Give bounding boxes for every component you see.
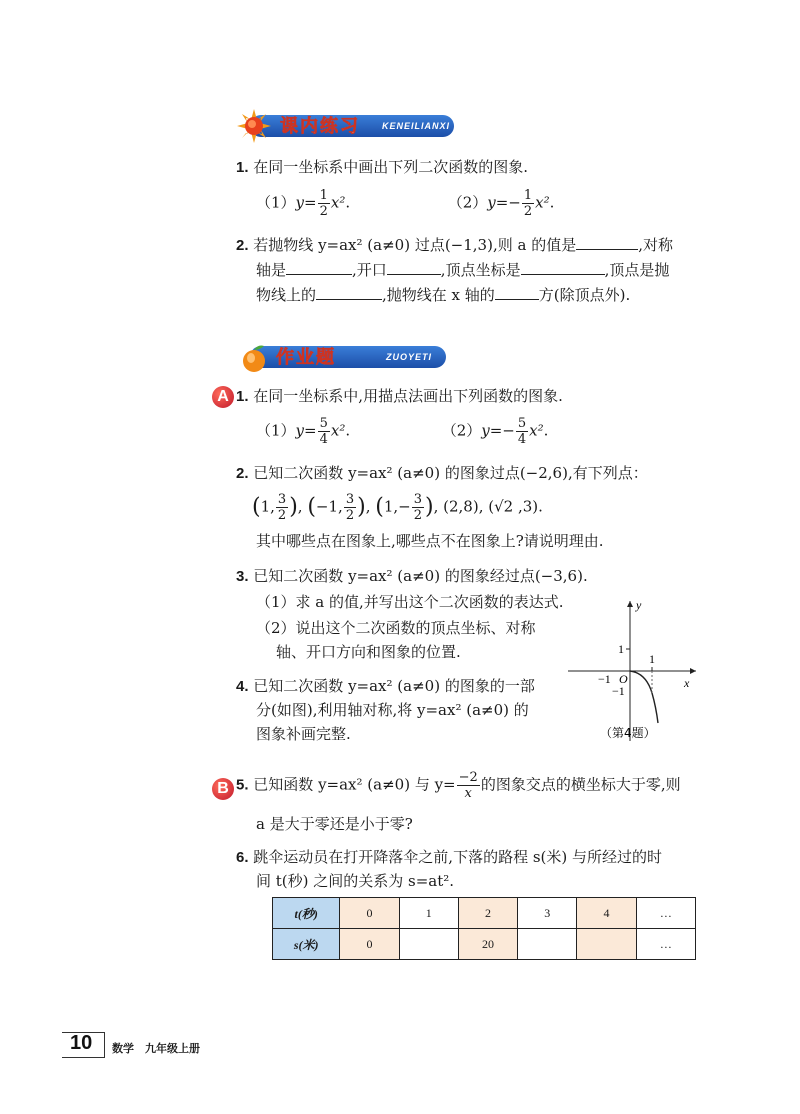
question-text: 已知二次函数 y=ax² (a≠0) 的图象过点(−2,6),有下列点：	[253, 464, 648, 482]
section-header-practice	[236, 108, 456, 144]
part-label: （2）	[447, 193, 488, 212]
question-text: 跳伞运动员在打开降落伞之前,下落的路程 s(米) 与所经过的时	[253, 848, 663, 866]
question-text: 轴、开口方向和图象的位置.	[276, 643, 461, 661]
s2-q3	[236, 566, 588, 587]
tick-minus-one-y: −1	[612, 684, 625, 698]
section-title: 课内练习	[280, 116, 360, 137]
question-text: 的图象交点的横坐标大于零,则	[480, 775, 681, 794]
book-title: 数学 九年级上册	[112, 1042, 200, 1055]
formula-lhs: y=	[295, 193, 317, 212]
formula-var: x²	[330, 193, 346, 212]
question-text: ,对称	[638, 236, 673, 254]
table-cell: 4	[577, 898, 636, 929]
point-text: , (2,8), (√2 ,3).	[433, 497, 543, 516]
question-text: 已知二次函数 y=ax² (a≠0) 的图象的一部	[253, 677, 535, 695]
parabola-curve	[630, 671, 658, 723]
s2-q3-s2	[256, 618, 536, 638]
table-cell: …	[636, 929, 695, 960]
section-title: 作业题	[276, 347, 336, 368]
answer-blank[interactable]	[576, 235, 638, 250]
table-cell-blank[interactable]	[577, 929, 636, 960]
question-text: ,顶点坐标是	[440, 261, 521, 279]
question-text: 其中哪些点在图象上,哪些点不在图象上?请说明理由.	[256, 532, 604, 550]
table-cell: 1	[399, 898, 458, 929]
section-subtitle: ZUOYETI	[386, 352, 433, 362]
answer-blank[interactable]	[521, 260, 605, 275]
fruit-icon	[238, 342, 270, 374]
table-cell: 2	[458, 898, 517, 929]
question-text: 在同一坐标系中,用描点法画出下列函数的图象.	[253, 387, 563, 405]
question-text: 已知二次函数 y=ax² (a≠0) 的图象经过点(−3,6).	[253, 567, 588, 585]
table-row	[273, 898, 696, 929]
table-cell: s(米)	[273, 929, 340, 960]
s2-q1-parts: （1）y= $\frac{5}{4}$ x². （2）y=− $\frac{5}{4}$ x².	[256, 416, 549, 447]
question-text: 若抛物线 y=ax² (a≠0) 过点(−1,3),则 a 的值是	[253, 236, 577, 254]
s1-q1	[236, 157, 528, 178]
s2-q2-points: (1, $\frac{3}{2}$ ), (−1, $\frac{3}{2}$ ), (1,− $\frac{3}{2}$ ), (2,8), (√2 ,3).	[252, 492, 543, 523]
table-cell: 3	[518, 898, 577, 929]
s1-q2-line1	[236, 235, 673, 256]
formula-var: x²	[529, 421, 544, 440]
question-number: 2.	[236, 237, 249, 254]
s1-q2-line2	[256, 260, 669, 280]
sun-icon	[236, 108, 272, 144]
section-subtitle: KENEILIANXI	[382, 121, 451, 131]
s2-q5-l2	[256, 814, 413, 834]
s2-q4-l2	[256, 700, 529, 720]
question-number: 1.	[236, 159, 249, 176]
s2-q2-line3	[256, 531, 604, 551]
figure-caption: （第4题）	[600, 726, 656, 740]
question-number: 5.	[236, 776, 249, 794]
point-text: 1,−	[383, 497, 411, 516]
question-number: 4.	[236, 678, 249, 695]
part-label: （2）	[441, 421, 482, 440]
fraction: $\frac{-2}{x}$	[458, 770, 478, 801]
question-text: 分(如图),利用轴对称,将 y=ax² (a≠0) 的	[256, 701, 529, 719]
s1-q1-parts: （1）y= $\frac{1}{2}$ x². （2）y=− $\frac{1}{2}$ x².	[256, 188, 555, 219]
question-text: 方(除顶点外).	[538, 286, 631, 304]
parabola-figure	[560, 595, 700, 745]
question-number: 3.	[236, 568, 249, 585]
s2-q2	[236, 463, 648, 484]
part-label: （1）	[256, 421, 296, 440]
formula-lhs: y=−	[481, 421, 515, 440]
s2-q3-s1	[256, 592, 564, 612]
question-text: 轴是	[256, 261, 287, 279]
fraction: $\frac{5}{4}$	[319, 416, 328, 447]
time-distance-table	[272, 897, 696, 960]
formula-lhs: y=	[295, 421, 317, 440]
level-b-badge: B	[212, 778, 234, 800]
point-text: −1,	[315, 497, 343, 516]
formula-var: x²	[535, 193, 550, 212]
s2-q1	[236, 386, 563, 407]
table-row	[273, 929, 696, 960]
formula-lhs: y=−	[487, 193, 521, 212]
section-header-homework	[236, 340, 456, 376]
answer-blank[interactable]	[316, 285, 382, 300]
s2-q6-l2	[256, 871, 454, 891]
question-text: （1）求 a 的值,并写出这个二次函数的表达式.	[256, 593, 564, 611]
question-text: 间 t(秒) 之间的关系为 s=at².	[256, 872, 455, 890]
fraction: $\frac{3}{2}$	[345, 492, 355, 523]
fraction: $\frac{1}{2}$	[319, 188, 328, 219]
table-cell: 20	[458, 929, 517, 960]
page-number: 10	[70, 1032, 93, 1054]
answer-blank[interactable]	[495, 285, 539, 300]
tick-minus-one-x: −1	[598, 672, 611, 686]
formula-var: x²	[330, 421, 346, 440]
question-number: 1.	[236, 388, 249, 405]
tick-one-y: 1	[618, 642, 624, 656]
question-number: 6.	[236, 849, 249, 866]
point-text: 1,	[260, 497, 275, 516]
question-text: ,开口	[352, 261, 387, 279]
origin-label: O	[619, 672, 628, 686]
question-text: ,顶点是抛	[604, 261, 670, 279]
answer-blank[interactable]	[286, 260, 352, 275]
table-cell-blank[interactable]	[518, 929, 577, 960]
fraction: $\frac{3}{2}$	[413, 492, 422, 523]
table-cell: …	[636, 898, 695, 929]
question-text: 物线上的	[256, 286, 317, 304]
tick-one-x: 1	[649, 652, 655, 666]
s2-q4-l3	[256, 724, 351, 744]
part-label: （1）	[256, 193, 296, 212]
question-text: a 是大于零还是小于零?	[256, 815, 413, 833]
question-text: （2）说出这个二次函数的顶点坐标、对称	[256, 619, 536, 637]
question-number: 2.	[236, 465, 249, 482]
question-text: ,抛物线在 x 轴的	[382, 286, 495, 304]
fraction: $\frac{1}{2}$	[523, 188, 533, 219]
fraction: $\frac{5}{4}$	[517, 416, 527, 447]
question-text: 图象补画完整.	[256, 725, 351, 743]
s2-q5-l1	[236, 770, 681, 806]
fraction: $\frac{3}{2}$	[277, 492, 287, 523]
level-a-badge: A	[212, 386, 234, 408]
s2-q6-l1	[236, 847, 662, 868]
s1-q2-line3	[256, 285, 630, 305]
s2-q3-s2b	[276, 642, 461, 662]
question-text: 在同一坐标系中画出下列二次函数的图象.	[253, 158, 529, 176]
table-cell: 0	[340, 898, 399, 929]
question-text: 已知函数 y=ax² (a≠0) 与 y=	[253, 775, 456, 794]
answer-blank[interactable]	[387, 260, 441, 275]
table-cell: 0	[340, 929, 399, 960]
y-axis-label: y	[636, 598, 642, 612]
x-axis-label: x	[684, 676, 690, 690]
table-cell: t(秒)	[273, 898, 340, 929]
s2-q4-l1	[236, 676, 535, 697]
table-cell-blank[interactable]	[399, 929, 458, 960]
